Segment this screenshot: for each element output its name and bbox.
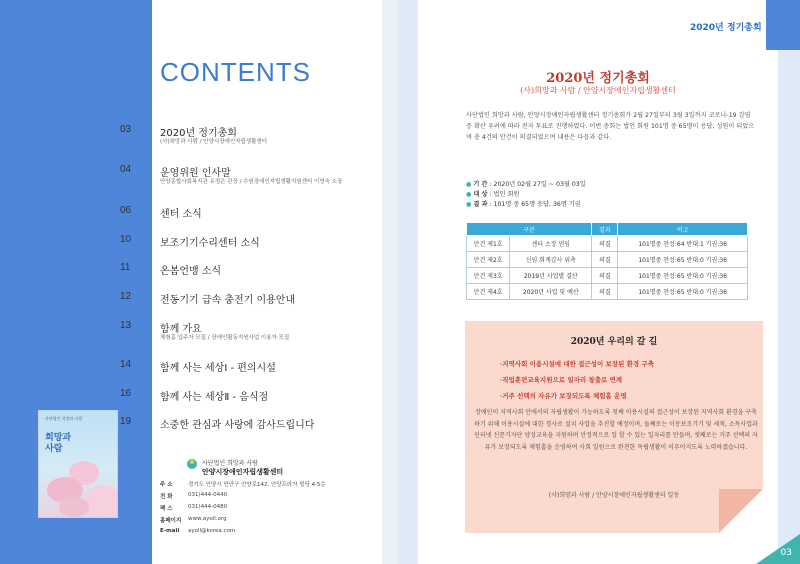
org-row-value: 경기도 안양시 만안구 안양로142, 안양프라자 빌딩 4·5층 bbox=[188, 482, 326, 488]
contents-title: CONTENTS bbox=[160, 57, 311, 87]
cover-label: 사단법인 희망과 사람 bbox=[45, 416, 83, 421]
table-header-cell: 비고 bbox=[618, 223, 748, 236]
table-cell: 의결 bbox=[592, 236, 618, 252]
table-cell: 센터 소장 연임 bbox=[510, 236, 592, 252]
toc-subtitle: (사)희망과 사람 / 안양시장애인자립생활센터 bbox=[160, 139, 268, 145]
toc-page-number: 13 bbox=[120, 320, 132, 331]
cover-title-line1: 희망과 bbox=[45, 433, 72, 443]
organization-logo-icon bbox=[186, 458, 198, 470]
table-cell: 101명중 찬성:65 반대:0 기권:36 bbox=[618, 252, 748, 268]
org-row-key: E-mail bbox=[160, 528, 180, 534]
table-header-cell: 결과 bbox=[592, 223, 618, 236]
toc-page-number: 10 bbox=[120, 234, 132, 245]
goal-item: ·거주 선택의 자유가 보장되도록 체험홈 운영 bbox=[500, 392, 627, 400]
toc-subtitle: 안양종합사회복지관 유정은 관장 / 수원장애인자립생활지원센터 이영숙 소장 bbox=[160, 179, 343, 185]
article-subtitle: (사)희망과 사람 / 안양시장애인자립생활센터 bbox=[520, 86, 676, 95]
org-row-key: 팩 스 bbox=[160, 506, 173, 512]
table-row bbox=[467, 236, 748, 252]
org-row-value: 031)444-0440 bbox=[188, 492, 228, 498]
summary-key: 기 간 bbox=[473, 181, 488, 188]
summary-value: 2020년 02월 27일 ~ 03월 03일 bbox=[493, 181, 586, 188]
toc-page-number: 19 bbox=[120, 416, 132, 427]
page-corner-decoration bbox=[756, 534, 800, 564]
table-cell: 안건 제2호 bbox=[467, 252, 510, 268]
goal-item: ·직업훈련교육지원으로 일자리 창출로 연계 bbox=[500, 376, 623, 384]
table-cell: 안건 제4호 bbox=[467, 284, 510, 300]
blossom-shape bbox=[85, 485, 118, 515]
goals-list bbox=[500, 356, 750, 404]
table-header-row bbox=[467, 223, 748, 236]
org-row-key: 전 화 bbox=[160, 494, 173, 500]
table-cell: 2019년 사업별 결산 bbox=[510, 268, 592, 284]
toc-subtitle: 체험홈 입주자 모집 / 장애인활동지원사업 이용자 모집 bbox=[160, 335, 290, 341]
table-row bbox=[467, 268, 748, 284]
article-paragraph: 사단법인 희망과 사람, 안양시장애인자립생활센터 정기총회가 2월 27일부터 3월 3일까지 코로나-19 감염증 확산 우려에 따라 전자 투표로 진행하였다. 이번 총회는 법인 회원 101명 중 65명이 응답, 성원이 되었으며 총 4건의 안건이 의결되었으며 내용은 다음과 같다. bbox=[466, 112, 755, 141]
magazine-cover-image bbox=[38, 410, 118, 518]
bullet-dot-icon: ● bbox=[466, 191, 472, 198]
summary-item: ● 대 상 : 법인 회원 bbox=[466, 191, 520, 198]
table-row bbox=[467, 284, 748, 300]
page-gutter bbox=[382, 0, 398, 564]
toc-title: 전동기기 급속 충전기 이용안내 bbox=[160, 295, 296, 306]
table-header-cell: 구분 bbox=[467, 223, 592, 236]
table-cell: 안건 제3호 bbox=[467, 268, 510, 284]
org-row-key: 홈페이지 bbox=[160, 518, 182, 524]
org-row-key: 주 소 bbox=[160, 482, 173, 488]
toc-page-number: 11 bbox=[120, 262, 131, 273]
toc-title: 2020년 정기총회 bbox=[160, 128, 237, 139]
note-title: 2020년 우리의 갈 길 bbox=[570, 337, 658, 347]
cover-title bbox=[45, 433, 71, 455]
organization-name: 안양시장애인자립생활센터 bbox=[202, 468, 284, 476]
org-homepage-link[interactable]: www.ayoil.org bbox=[188, 516, 227, 522]
summary-item: ● 기 간 : 2020년 02월 27일 ~ 03월 03일 bbox=[466, 181, 586, 188]
table-cell: 안건 제1호 bbox=[467, 236, 510, 252]
summary-key: 대 상 bbox=[473, 191, 488, 198]
toc-page-number: 12 bbox=[120, 291, 132, 302]
toc-title: 함께 사는 세상Ⅱ - 음식점 bbox=[160, 392, 269, 403]
toc-title: 보조기기수리센터 소식 bbox=[160, 238, 260, 249]
blossom-shape bbox=[59, 497, 89, 517]
toc-page-number: 14 bbox=[120, 359, 132, 370]
cover-title-line2: 사람 bbox=[45, 444, 63, 454]
toc-title: 온봄언맹 소식 bbox=[160, 266, 222, 277]
table-cell: 의결 bbox=[592, 252, 618, 268]
agenda-results-table bbox=[466, 222, 748, 300]
page-number: 03 bbox=[780, 548, 792, 558]
table-cell: 101명중 찬성:65 반대:0 기권:36 bbox=[618, 268, 748, 284]
organization-name-small: 사단법인 희망과 사람 bbox=[202, 460, 258, 467]
org-row-value: 031)444-0480 bbox=[188, 504, 228, 510]
bullet-dot-icon: ● bbox=[466, 181, 472, 188]
table-cell: 101명중 찬성:64 반대:1 기권:36 bbox=[618, 236, 748, 252]
note-signature: (사)희망과 사람 / 안양시장애인자립생활센터 일동 bbox=[548, 492, 680, 499]
summary-item: ● 결 과 : 101명 중 65명 응답, 36명 기권 bbox=[466, 201, 581, 208]
toc-title: 함께 사는 세상Ⅰ - 편의시설 bbox=[160, 363, 276, 374]
bullet-dot-icon: ● bbox=[466, 201, 472, 208]
table-cell: 101명중 찬성:65 반대:0 기권:36 bbox=[618, 284, 748, 300]
goal-item: ·지역사회 이용시설에 대한 접근성이 보장된 환경 구축 bbox=[500, 360, 654, 368]
toc-title: 함께 가요 bbox=[160, 324, 202, 335]
toc-title: 센터 소식 bbox=[160, 209, 202, 220]
note-body: 장애인이 지역사회 안에서의 자립생활이 가능하도록 첫째 이용시설의 접근성이 보장된 지역사회 환경을 구축하기 위해 이용시설에 대한 경사로 설치 사업을 추진할 예정이며, 둘째로는 이동보조기기 및 세척, 소독사업과 인터넷 신문기자단 양성교육을 지원하며 안정적으로 일 할 수 있는 일자리를 만들며, 셋째로는 거주 선택의 자유가 보장되도록 체험홈을 운영하여 사회 일원으로 완전한 독립생활이 이루어지도록 노력하겠습니다. bbox=[474, 409, 758, 451]
article-title: 2020년 정기총회 bbox=[546, 71, 650, 86]
summary-key: 결 과 bbox=[473, 201, 488, 208]
table-cell: 신임 회계감사 위촉 bbox=[510, 252, 592, 268]
meeting-summary-list bbox=[466, 180, 756, 210]
toc-page-number: 06 bbox=[120, 205, 132, 216]
table-cell: 2020년 사업 및 예산 bbox=[510, 284, 592, 300]
toc-page-number: 03 bbox=[120, 124, 132, 135]
table-row bbox=[467, 252, 748, 268]
section-header-label: 2020년 정기총회 bbox=[690, 23, 762, 33]
summary-value: 법인 회원 bbox=[493, 191, 520, 198]
table-cell: 의결 bbox=[592, 284, 618, 300]
toc-title: 운영위원 인사말 bbox=[160, 168, 231, 179]
toc-title: 소중한 관심과 사랑에 감사드립니다 bbox=[160, 420, 315, 431]
toc-page-number: 16 bbox=[120, 388, 132, 399]
org-email-link[interactable]: ayoil@korea.com bbox=[188, 528, 236, 534]
top-tab-decoration bbox=[766, 0, 800, 50]
table-cell: 의결 bbox=[592, 268, 618, 284]
toc-page-number: 04 bbox=[120, 164, 132, 175]
summary-value: 101명 중 65명 응답, 36명 기권 bbox=[493, 201, 581, 208]
